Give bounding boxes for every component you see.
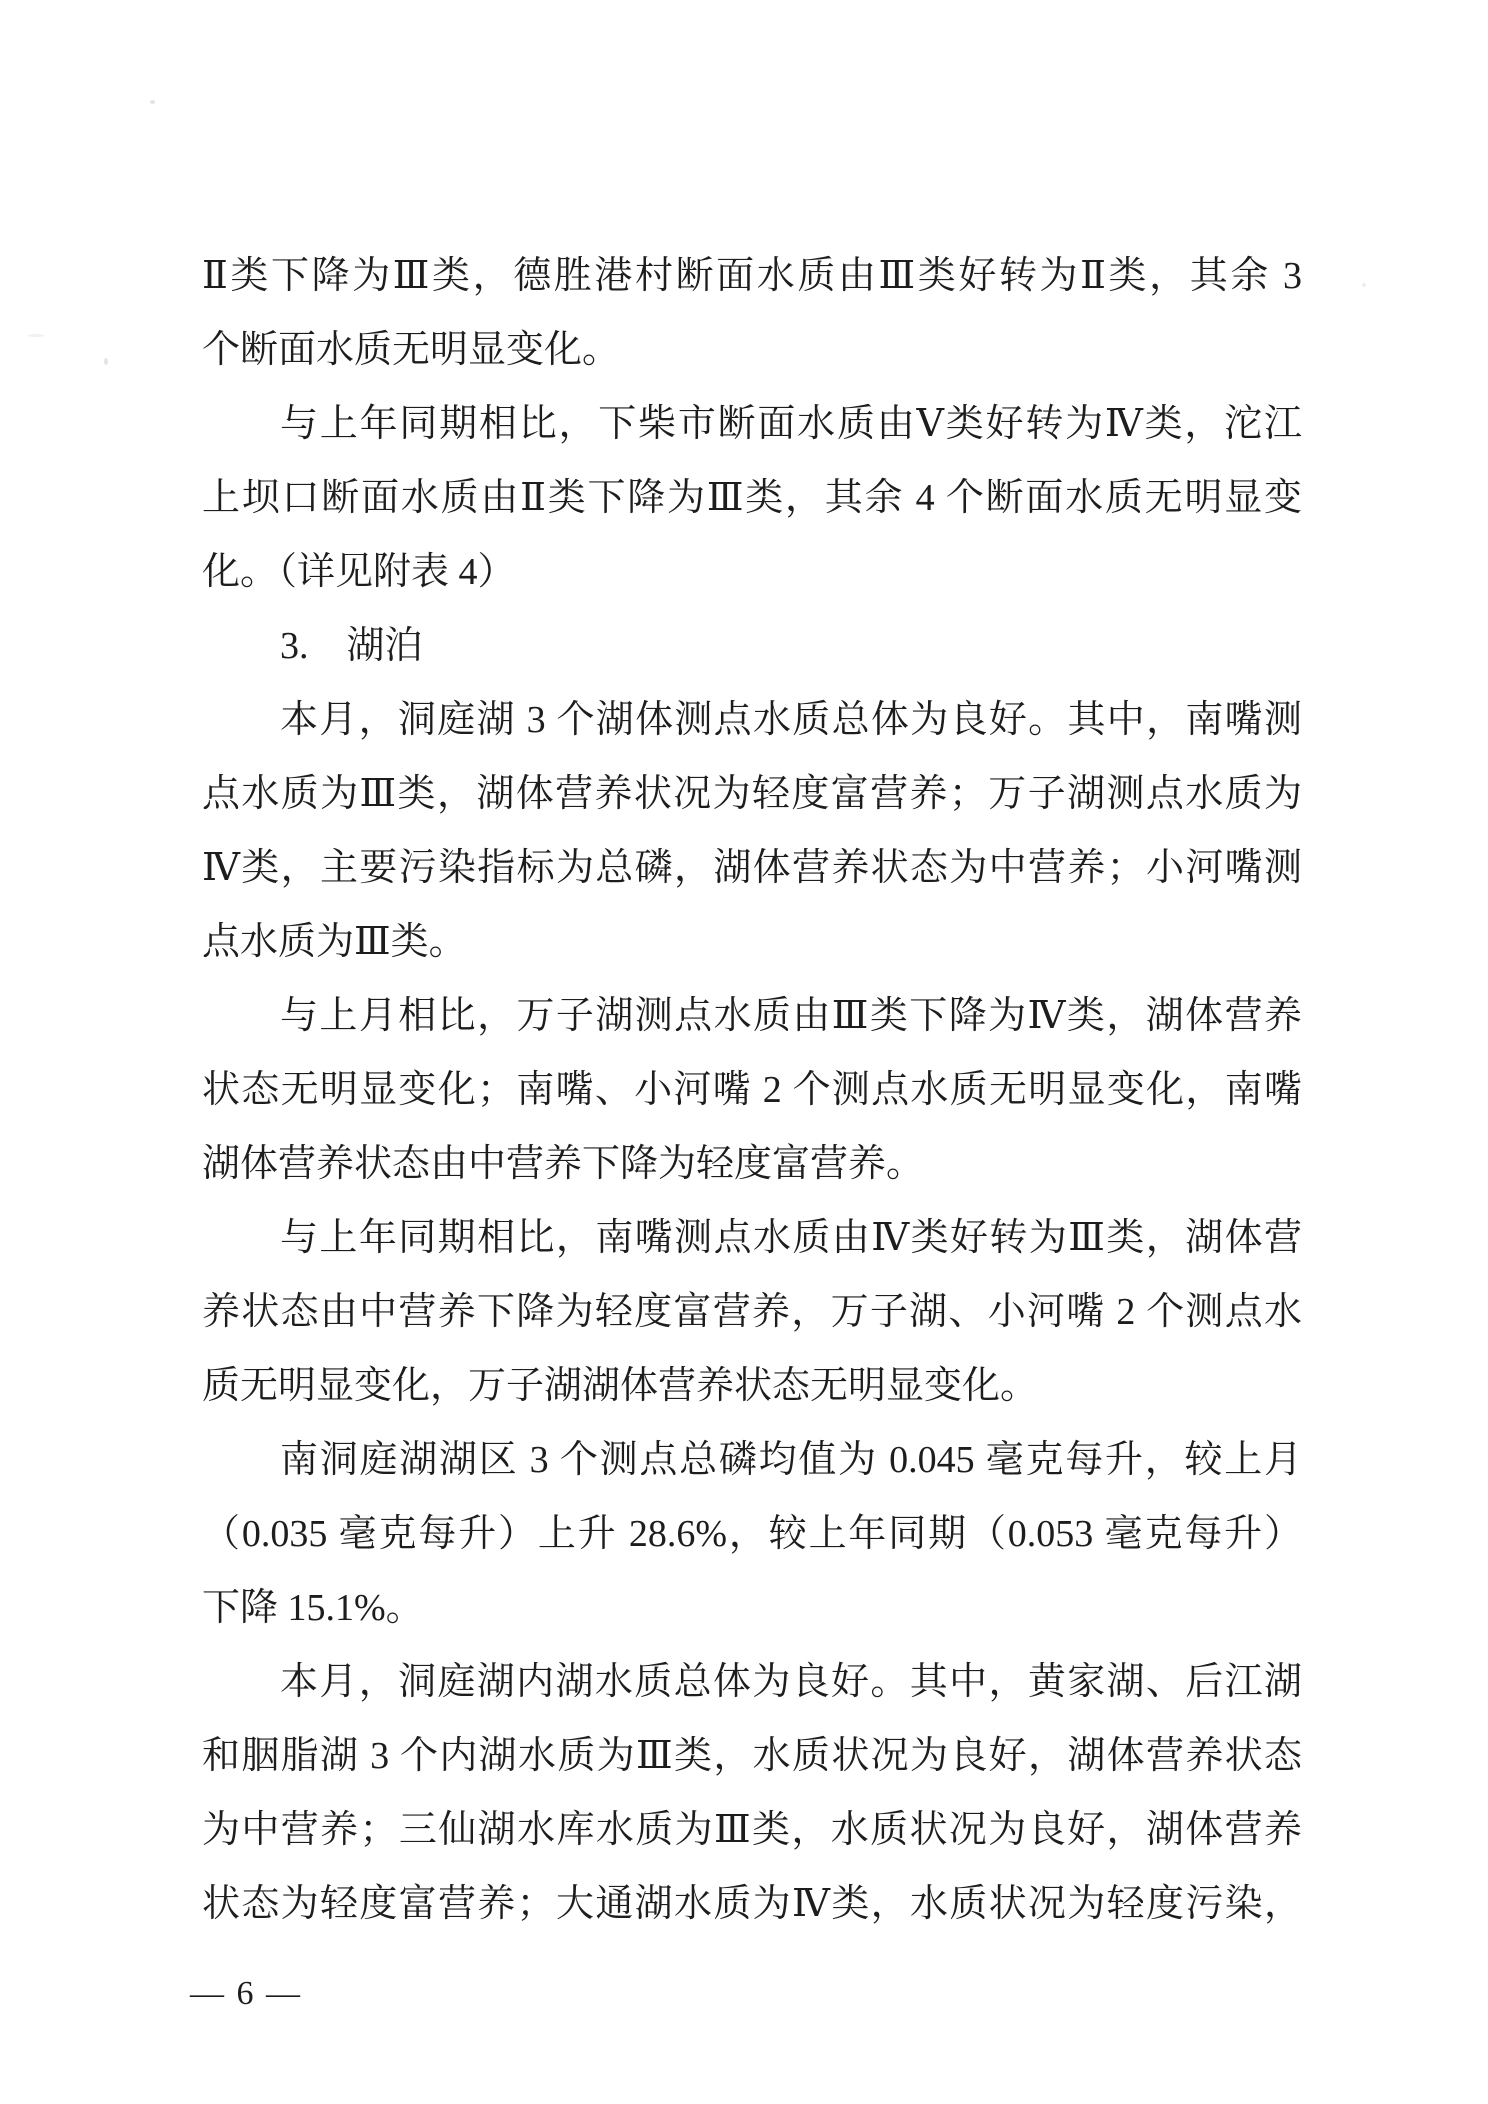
- scan-speck: [150, 100, 155, 104]
- text-line: 质无明显变化，万子湖湖体营养状态无明显变化。: [202, 1365, 1039, 1407]
- text-line: 湖体营养状态由中营养下降为轻度富营养。: [202, 1143, 925, 1185]
- page-number: — 6 —: [190, 1975, 302, 2012]
- text-line: 点水质为Ⅲ类。: [202, 921, 467, 963]
- text-line: 上坝口断面水质由Ⅱ类下降为Ⅲ类，其余 4 个断面水质无明显变: [202, 477, 1302, 519]
- text-line: 与上月相比，万子湖测点水质由Ⅲ类下降为Ⅳ类，湖体营养: [280, 995, 1302, 1037]
- text-line: 与上年同期相比，南嘴测点水质由Ⅳ类好转为Ⅲ类，湖体营: [280, 1217, 1302, 1259]
- text-line: 状态无明显变化；南嘴、小河嘴 2 个测点水质无明显变化，南嘴: [202, 1069, 1302, 1111]
- text-line: 养状态由中营养下降为轻度富营养，万子湖、小河嘴 2 个测点水: [202, 1291, 1302, 1333]
- document-body: [202, 239, 1302, 1941]
- text-line: Ⅳ类，主要污染指标为总磷，湖体营养状态为中营养；小河嘴测: [202, 847, 1302, 889]
- text-line: 状态为轻度富营养；大通湖水质为Ⅳ类，水质状况为轻度污染，: [202, 1883, 1302, 1925]
- text-line: （0.035 毫克每升）上升 28.6%，较上年同期（0.053 毫克每升）: [202, 1513, 1302, 1555]
- text-line: 和胭脂湖 3 个内湖水质为Ⅲ类，水质状况为良好，湖体营养状态: [202, 1735, 1302, 1777]
- text-line: 本月，洞庭湖 3 个湖体测点水质总体为良好。其中，南嘴测: [280, 699, 1302, 741]
- text-line: 为中营养；三仙湖水库水质为Ⅲ类，水质状况为良好，湖体营养: [202, 1809, 1302, 1851]
- text-line: 个断面水质无明显变化。: [202, 329, 621, 371]
- text-line: Ⅱ类下降为Ⅲ类，德胜港村断面水质由Ⅲ类好转为Ⅱ类，其余 3: [202, 255, 1302, 297]
- scan-speck: [1362, 283, 1366, 287]
- text-line: 本月，洞庭湖内湖水质总体为良好。其中，黄家湖、后江湖: [280, 1661, 1302, 1703]
- scan-speck: [28, 334, 44, 337]
- scan-speck: [104, 358, 108, 365]
- section-heading: 3. 湖泊: [280, 625, 423, 667]
- text-line: 下降 15.1%。: [202, 1587, 424, 1629]
- text-line: 点水质为Ⅲ类，湖体营养状况为轻度富营养；万子湖测点水质为: [202, 773, 1302, 815]
- text-line: 南洞庭湖湖区 3 个测点总磷均值为 0.045 毫克每升，较上月: [280, 1439, 1302, 1481]
- text-line: 与上年同期相比，下柴市断面水质由Ⅴ类好转为Ⅳ类，沱江: [280, 403, 1302, 445]
- text-line: 化。（详见附表 4）: [202, 551, 516, 593]
